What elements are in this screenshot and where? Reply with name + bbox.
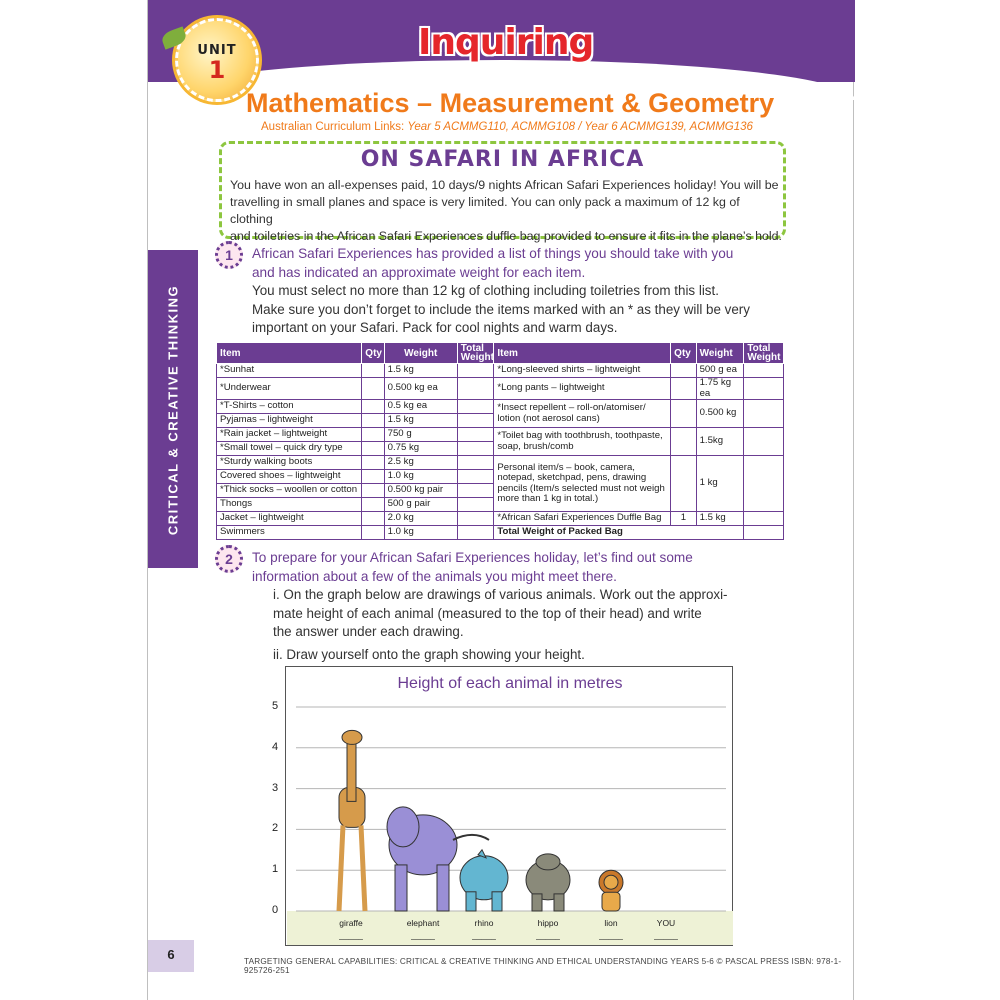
total-cell[interactable] [457, 364, 494, 378]
question-1-badge [215, 241, 243, 269]
intro-title: ON SAFARI IN AFRICA [360, 147, 645, 172]
total-cell[interactable] [744, 400, 784, 428]
question-2-text [252, 549, 693, 586]
table-row [217, 456, 784, 470]
weight-cell: 1.5 kg [696, 512, 744, 526]
total-cell[interactable] [744, 526, 784, 540]
lion-face [604, 875, 618, 889]
qty-cell[interactable] [362, 456, 384, 470]
qty-cell[interactable] [362, 400, 384, 414]
x-category-label: hippo [537, 918, 559, 928]
side-tab-label: CRITICAL & CREATIVE THINKING [165, 284, 181, 536]
total-cell[interactable] [457, 400, 494, 414]
total-cell[interactable] [457, 428, 494, 442]
qty-cell[interactable] [362, 484, 384, 498]
weight-cell: 2.5 kg [384, 456, 457, 470]
qty-cell[interactable] [362, 442, 384, 456]
weight-cell: 750 g [384, 428, 457, 442]
giraffe-neck [347, 741, 356, 801]
question-1-instructions [252, 282, 750, 338]
col-total-weight: Total Weight [744, 343, 784, 364]
intro-text [230, 177, 782, 245]
section-title: Inquiring [418, 22, 594, 63]
qty-cell[interactable]: 1 [671, 512, 696, 526]
intro-line: travelling in small planes and space is very limited. You can only pack a maximum of 12 kg of clothing [230, 195, 740, 226]
item-cell: *Rain jacket – lightweight [217, 428, 362, 442]
total-cell[interactable] [744, 428, 784, 456]
question-1-text [252, 245, 733, 282]
qty-cell[interactable] [671, 378, 696, 400]
item-cell: *Sunhat [217, 364, 362, 378]
qty-cell[interactable] [362, 498, 384, 512]
table-row [217, 512, 784, 526]
item-cell: *Long pants – lightweight [494, 378, 671, 400]
question-2-number: 2 [225, 551, 233, 567]
answer-blank: _____ [599, 930, 623, 940]
total-cell[interactable] [457, 378, 494, 400]
weight-cell: 0.500 kg [696, 400, 744, 428]
question-2-line: To prepare for your African Safari Experiences holiday, let’s find out some [252, 550, 693, 565]
y-tick-label: 0 [272, 904, 279, 916]
item-cell: *T-Shirts – cotton [217, 400, 362, 414]
worksheet-page [147, 0, 854, 1000]
y-tick-label: 2 [272, 822, 279, 835]
table-row [217, 364, 784, 378]
weight-cell: 0.75 kg [384, 442, 457, 456]
item-cell: Swimmers [217, 526, 362, 540]
x-category-label: YOU [656, 918, 676, 928]
rhino-leg [466, 892, 476, 911]
unit-number: 1 [208, 56, 226, 84]
item-cell: *Sturdy walking boots [217, 456, 362, 470]
weight-cell: 0.500 kg ea [384, 378, 457, 400]
curriculum-codes: Year 5 ACMMG110, ACMMG108 / Year 6 ACMMG139, ACMMG136 [407, 121, 753, 133]
page-number: 6 [167, 947, 175, 962]
total-cell[interactable] [457, 512, 494, 526]
qty-cell[interactable] [362, 378, 384, 400]
total-cell[interactable] [457, 470, 494, 484]
elephant-leg [395, 865, 407, 911]
hippo-leg [532, 894, 542, 911]
qty-cell[interactable] [671, 428, 696, 456]
y-tick-label: 5 [272, 700, 279, 712]
table-row [217, 378, 784, 400]
elephant-leg [437, 865, 449, 911]
table-row [217, 526, 784, 540]
curriculum-links [261, 121, 753, 133]
height-chart [272, 666, 733, 946]
elephant-tail [453, 835, 489, 840]
answer-blank: _____ [472, 930, 496, 940]
x-category-label: elephant [406, 918, 440, 928]
item-cell: Thongs [217, 498, 362, 512]
footer-text: TARGETING GENERAL CAPABILITIES: CRITICAL & CREATIVE THINKING AND ETHICAL UNDERSTANDING YEARS 5-6 © PASCAL PRESS ISBN: 978-1-925726-251 [244, 957, 842, 975]
hippo-head [536, 854, 560, 870]
col-item: Item [494, 343, 671, 364]
item-cell: Pyjamas – lightweight [217, 414, 362, 428]
item-cell: Personal item/s – book, camera, notepad, sketchpad, pens, drawing pencils (Item/s selected must not weigh more than 1 kg in total.) [494, 456, 671, 512]
qty-cell[interactable] [362, 364, 384, 378]
x-category-label: giraffe [339, 918, 363, 928]
col-item: Item [217, 343, 362, 364]
unit-label: UNIT [197, 43, 237, 58]
total-cell[interactable] [744, 456, 784, 512]
qty-cell[interactable] [671, 400, 696, 428]
qty-cell[interactable] [362, 414, 384, 428]
weight-cell: 1.5 kg [384, 364, 457, 378]
total-cell[interactable] [457, 498, 494, 512]
qty-cell[interactable] [362, 470, 384, 484]
total-weight-label: Total Weight of Packed Bag [494, 526, 744, 540]
chart-plot [286, 667, 734, 947]
item-cell: *Small towel – quick dry type [217, 442, 362, 456]
col-weight: Weight [696, 343, 744, 364]
total-cell[interactable] [457, 526, 494, 540]
qty-cell[interactable] [671, 364, 696, 378]
answer-blank: _____ [536, 930, 560, 940]
total-cell[interactable] [744, 512, 784, 526]
total-cell[interactable] [457, 414, 494, 428]
total-cell[interactable] [744, 364, 784, 378]
instruction-line: You must select no more than 12 kg of clothing including toiletries from this list. [252, 283, 719, 298]
item-cell: *Toilet bag with toothbrush, toothpaste, soap, brush/comb [494, 428, 671, 456]
y-tick-label: 1 [272, 863, 279, 876]
instruction-line: Make sure you don’t forget to include the items marked with an * as they will be very [252, 301, 750, 317]
question-2-line: information about a few of the animals you might meet there. [252, 568, 617, 584]
y-tick-label: 3 [272, 781, 279, 794]
table-row [217, 400, 784, 414]
instruction-line: the answer under each drawing. [273, 624, 464, 639]
question-2-badge [215, 545, 243, 573]
weight-cell: 1.5 kg [384, 414, 457, 428]
giraffe-leg [339, 825, 343, 911]
instruction-line: i. On the graph below are drawings of various animals. Work out the approxi- [273, 587, 728, 602]
question-1-number: 1 [225, 247, 233, 263]
curriculum-prefix: Australian Curriculum Links: [261, 121, 408, 133]
instruction-line: mate height of each animal (measured to the top of their head) and write [273, 605, 702, 621]
weight-cell: 1.0 kg [384, 526, 457, 540]
weight-cell: 1.75 kg ea [696, 378, 744, 400]
rhino-leg [492, 892, 502, 911]
item-cell: Jacket – lightweight [217, 512, 362, 526]
qty-cell[interactable] [362, 512, 384, 526]
col-qty: Qty [362, 343, 384, 364]
total-cell[interactable] [457, 442, 494, 456]
packing-table [216, 342, 784, 540]
total-cell[interactable] [744, 378, 784, 400]
weight-cell: 500 g ea [696, 364, 744, 378]
intro-line: You have won an all-expenses paid, 10 days/9 nights African Safari Experiences holiday! You will be [230, 178, 779, 192]
qty-cell[interactable] [671, 456, 696, 512]
intro-line: and toiletries in the African Safari Experiences duffle bag provided to ensure it fits in the plane’s hold. [230, 229, 782, 243]
table-row [217, 428, 784, 442]
weight-cell: 1 kg [696, 456, 744, 512]
question-2-instructions [273, 586, 728, 664]
instruction-line: important on your Safari. Pack for cool nights and warm days. [252, 320, 618, 335]
giraffe-leg [361, 825, 365, 911]
weight-cell: 2.0 kg [384, 512, 457, 526]
weight-cell: 0.5 kg ea [384, 400, 457, 414]
x-category-label: rhino [474, 918, 494, 928]
col-total-weight: Total Weight [457, 343, 494, 364]
item-cell: *Underwear [217, 378, 362, 400]
total-cell[interactable] [457, 484, 494, 498]
answer-blank: _____ [411, 930, 435, 940]
question-1-line: and has indicated an approximate weight for each item. [252, 264, 586, 280]
answer-blank: _____ [654, 930, 678, 940]
item-cell: *Insect repellent – roll-on/atomiser/ lotion (not aerosol cans) [494, 400, 671, 428]
giraffe-head [342, 730, 362, 744]
x-category-label: lion [604, 918, 618, 928]
table-header-row [217, 343, 784, 364]
total-cell[interactable] [457, 456, 494, 470]
item-cell: *Long-sleeved shirts – lightweight [494, 364, 671, 378]
weight-cell: 1.5kg [696, 428, 744, 456]
answer-blank: _____ [339, 930, 363, 940]
lion-body [602, 892, 620, 911]
item-cell: *African Safari Experiences Duffle Bag [494, 512, 671, 526]
chart-title: Height of each animal in metres [397, 675, 623, 692]
col-qty: Qty [671, 343, 696, 364]
instruction-line: ii. Draw yourself onto the graph showing your height. [273, 646, 585, 662]
question-1-line: African Safari Experiences has provided a list of things you should take with you [252, 246, 734, 261]
item-cell: Covered shoes – lightweight [217, 470, 362, 484]
y-tick-label: 4 [272, 740, 279, 753]
subject-title: Mathematics – Measurement & Geometry [246, 88, 775, 118]
weight-cell: 1.0 kg [384, 470, 457, 484]
qty-cell[interactable] [362, 526, 384, 540]
col-weight: Weight [384, 343, 457, 364]
weight-cell: 500 g pair [384, 498, 457, 512]
hippo-leg [554, 894, 564, 911]
qty-cell[interactable] [362, 428, 384, 442]
weight-cell: 0.500 kg pair [384, 484, 457, 498]
item-cell: *Thick socks – woollen or cotton [217, 484, 362, 498]
elephant-ear [387, 807, 419, 847]
